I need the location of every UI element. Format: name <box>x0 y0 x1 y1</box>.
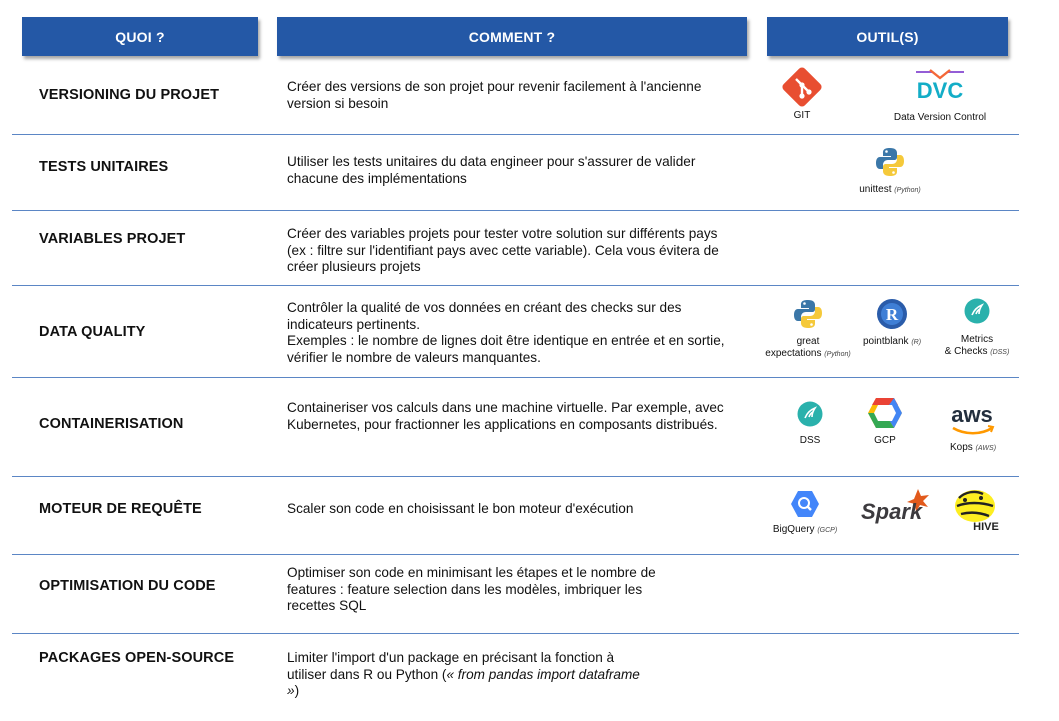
tool-unittest <box>845 146 935 197</box>
git-icon <box>781 66 823 108</box>
tool-bigquery-label: BigQuery (GCP) <box>772 524 838 535</box>
row-what-dataquality: DATA QUALITY <box>39 324 146 340</box>
tool-dvc <box>885 66 995 124</box>
tool-spark <box>858 488 932 524</box>
header-what: QUOI ? <box>22 17 258 56</box>
dss-bird-icon <box>797 401 823 427</box>
tool-git-label: GIT <box>793 110 811 121</box>
row-how-containerisation: Containeriser vos calculs dans une machine virtuelle. Par exemple, avec Kubernetes, pour fractionner les applications en composants distribués. <box>287 400 724 432</box>
tool-unittest-label: unittest (Python) <box>859 184 921 195</box>
row-what-variables: VARIABLES PROJET <box>39 231 186 247</box>
dvc-logo-text: DVC <box>916 78 964 103</box>
row-how-optimisation: Optimiser son code en minimisant les étapes et le nombre de features : feature selection dans les modèles, imbriquer les recettes SQL <box>287 565 656 613</box>
row-how-packages: Limiter l'import d'un package en précisant la fonction à utiliser dans R ou Python (« from pandas import dataframe ») <box>287 650 640 698</box>
tool-ge-label: great expectations (Python) <box>765 336 851 359</box>
python-icon <box>874 146 906 178</box>
tool-kops-label: Kops (AWS) <box>949 442 997 453</box>
gcp-hexagon-icon <box>867 396 903 430</box>
spark-icon <box>858 488 932 524</box>
row-how-variables: Créer des variables projets pour tester votre solution sur différents pays (ex : filtre sur l'identifiant pays avec cette variable). Cela vous évitera de créer plusieurs projets <box>287 226 719 274</box>
svg-text:aws: aws <box>951 402 993 427</box>
row-what-optimisation: OPTIMISATION DU CODE <box>39 578 216 594</box>
row-what-versioning: VERSIONING DU PROJET <box>39 87 220 103</box>
row-what-containerisation: CONTAINERISATION <box>39 416 184 432</box>
tool-metrics-label: Metrics & Checks (DSS) <box>944 334 1010 357</box>
row-how-moteur: Scaler son code en choisissant le bon moteur d'exécution <box>287 501 634 516</box>
tool-metrics-checks <box>937 298 1017 359</box>
header-how: COMMENT ? <box>277 17 747 56</box>
row-what-packages: PACKAGES OPEN-SOURCE <box>39 650 235 666</box>
svg-text:R: R <box>885 305 899 324</box>
aws-icon <box>947 400 999 438</box>
svg-text:Spark: Spark <box>861 499 923 524</box>
row-how-versioning: Créer des versions de son projet pour revenir facilement à l'ancienne version si besoin <box>287 79 702 111</box>
tool-great-expectations <box>758 298 858 361</box>
row-divider <box>12 554 1019 555</box>
row-divider <box>12 210 1019 211</box>
row-how-dataquality: Contrôler la qualité de vos données en créant des checks sur des indicateurs pertinents. Exemples : le nombre de lignes doit être identique en entrée et en sortie, vérifier le nombre de valeurs manquantes. <box>287 300 725 365</box>
tool-hive <box>950 486 1004 532</box>
tool-kops <box>940 400 1006 455</box>
hive-bee-icon <box>951 486 1003 532</box>
row-divider <box>12 476 1019 477</box>
tool-git <box>778 66 826 122</box>
header-tools: OUTIL(S) <box>767 17 1008 56</box>
tool-bigquery <box>765 490 845 537</box>
tool-gcp <box>860 396 910 447</box>
row-divider <box>12 285 1019 286</box>
row-how-tests: Utiliser les tests unitaires du data engineer pour s'assurer de valider chacune des implémentations <box>287 154 696 186</box>
svg-text:HIVE: HIVE <box>973 521 999 532</box>
row-what-tests: TESTS UNITAIRES <box>39 159 169 175</box>
python-icon <box>792 298 824 330</box>
tool-pointblank <box>850 298 934 349</box>
bigquery-icon <box>790 490 820 518</box>
tool-pointblank-label: pointblank (R) <box>862 336 922 347</box>
tool-dss-label: DSS <box>799 435 821 446</box>
dss-bird-icon <box>964 298 990 324</box>
dvc-icon <box>910 66 970 104</box>
r-icon <box>876 298 908 330</box>
tool-dss <box>780 401 840 447</box>
tool-dvc-label: Data Version Control <box>893 112 987 123</box>
row-divider <box>12 633 1019 634</box>
row-divider <box>12 134 1019 135</box>
row-what-moteur: MOTEUR DE REQUÊTE <box>39 501 202 517</box>
row-divider <box>12 377 1019 378</box>
tool-gcp-label: GCP <box>874 435 896 446</box>
